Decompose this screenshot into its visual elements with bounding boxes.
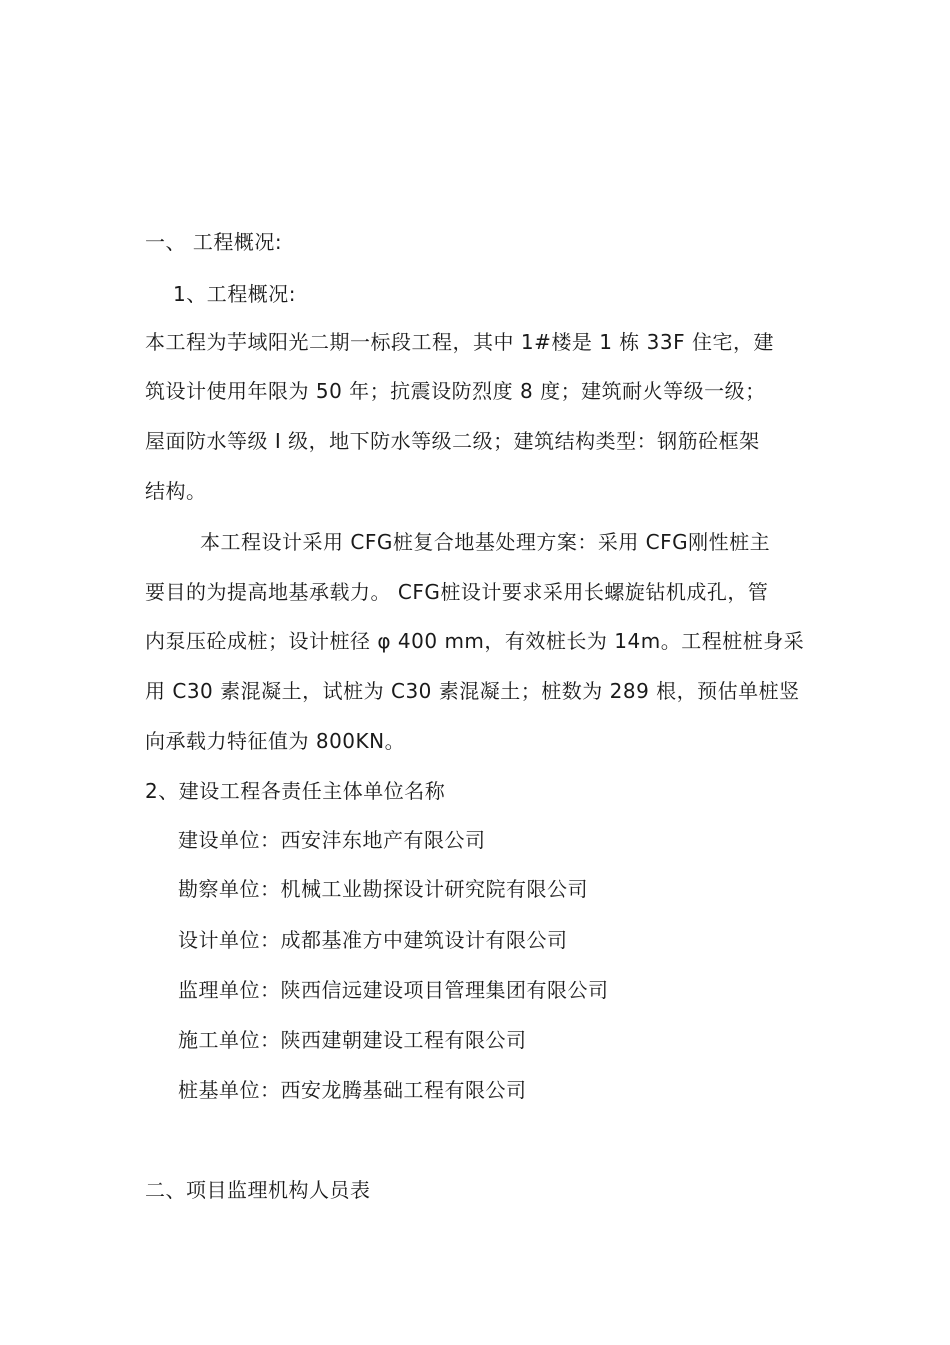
paragraph-1-line-2: 筑设计使用年限为 50 年；抗震设防烈度 8 度；建筑耐火等级一级； [145, 379, 766, 403]
unit-contractor: 施工单位：陕西建朝建设工程有限公司 [178, 1028, 527, 1052]
subsection-1-title: 1、工程概况: [173, 282, 296, 306]
subsection-2-title: 2、建设工程各责任主体单位名称 [145, 779, 446, 803]
paragraph-2-line-3: 内泵压砼成桩；设计桩径 φ 400 mm，有效桩长为 14m。工程桩桩身采 [145, 629, 805, 653]
unit-survey: 勘察单位：机械工业勘探设计研究院有限公司 [178, 877, 588, 901]
paragraph-2-line-1: 本工程设计采用 CFG桩复合地基处理方案：采用 CFG刚性桩主 [200, 530, 771, 554]
paragraph-1-line-1: 本工程为芋域阳光二期一标段工程，其中 1#楼是 1 栋 33F 住宅，建 [145, 330, 774, 354]
section-1-title: 一、 工程概况: [145, 230, 283, 254]
paragraph-2-line-4: 用 C30 素混凝土，试桩为 C30 素混凝土；桩数为 289 根，预估单桩竖 [145, 679, 800, 703]
paragraph-2-line-5: 向承载力特征值为 800KN。 [145, 729, 406, 753]
paragraph-2-line-2: 要目的为提高地基承载力。 CFG桩设计要求采用长螺旋钻机成孔，管 [145, 580, 769, 604]
paragraph-1-line-4: 结构。 [145, 479, 207, 503]
paragraph-1-line-3: 屋面防水等级 I 级，地下防水等级二级；建筑结构类型：钢筋砼框架 [145, 429, 760, 453]
unit-construction: 建设单位：西安沣东地产有限公司 [178, 828, 486, 852]
unit-design: 设计单位：成都基准方中建筑设计有限公司 [178, 928, 568, 952]
unit-supervision: 监理单位：陕西信远建设项目管理集团有限公司 [178, 978, 609, 1002]
unit-pile-foundation: 桩基单位：西安龙腾基础工程有限公司 [178, 1078, 527, 1102]
section-2-title: 二、项目监理机构人员表 [145, 1178, 371, 1202]
